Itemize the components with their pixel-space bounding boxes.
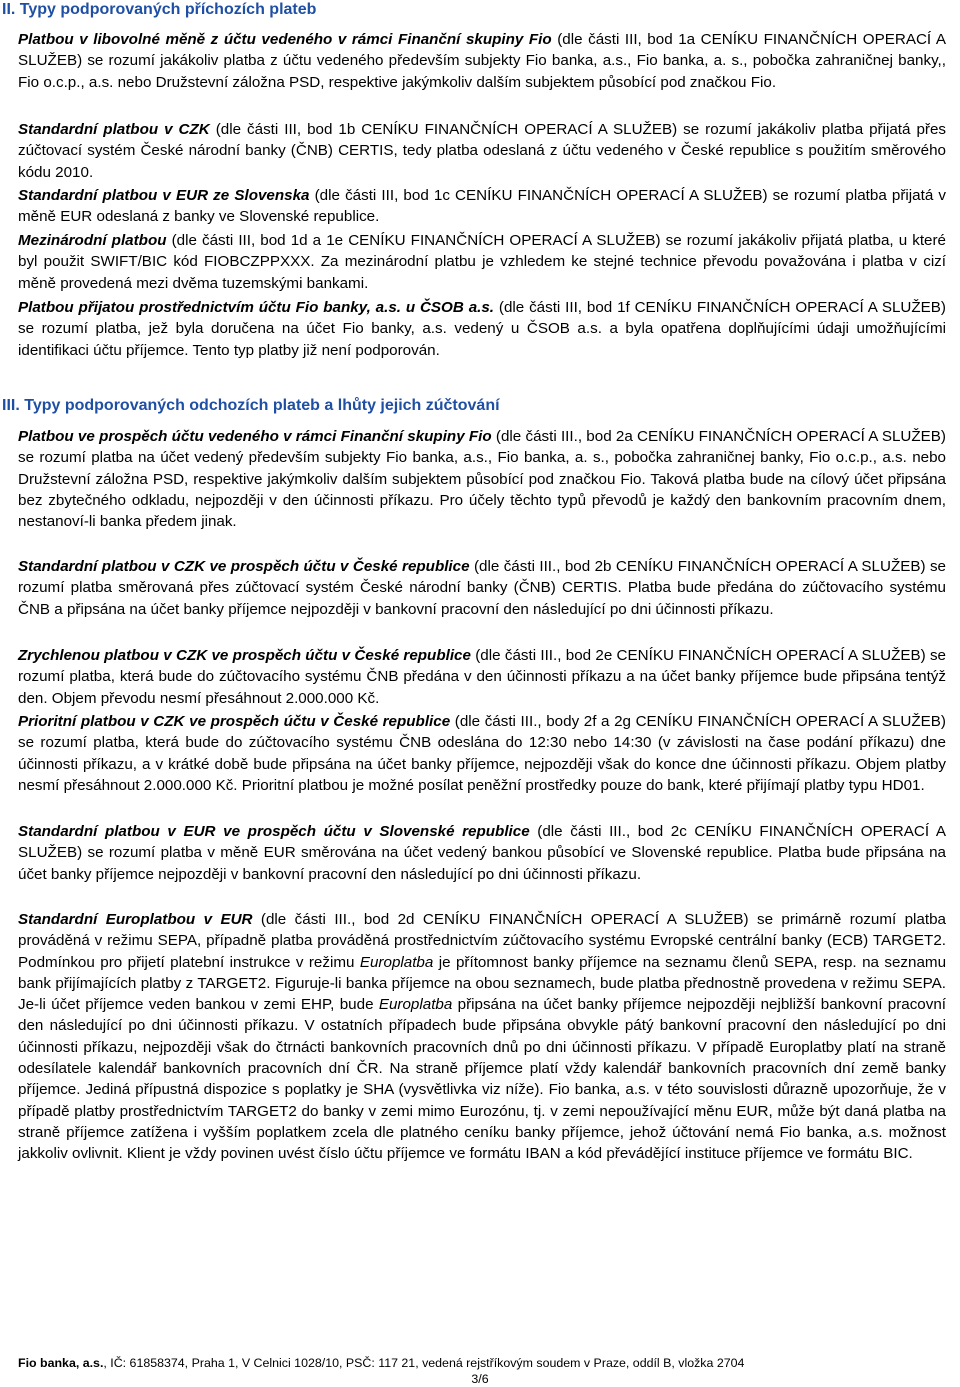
footer-details: , IČ: 61858374, Praha 1, V Celnici 1028/10, PSČ: 117 21, vedená rejstříkovým soudem v Praze, oddíl B, vložka 2704 — [103, 1356, 745, 1370]
definition: (dle části III, bod 1d a 1e CENÍKU FINANČNÍCH OPERACÍ A SLUŽEB) se rozumí jakákoliv přijatá platba, u které byl použit SWIFT/BIC kód FIOBCZPPXXX. Za mezinárodní platbu je vzhledem ke stejné technice převodu považována i platba v cizí měně provedená mezi dvěma tuzemskými bankami. — [18, 232, 946, 292]
paragraph-standard-eur-sk-incoming — [18, 185, 946, 228]
term: Standardní platbou v EUR ve prospěch účtu v Slovenské republice — [18, 823, 530, 840]
term: Prioritní platbou v CZK ve prospěch účtu v České republice — [18, 713, 451, 730]
definition: (dle části III., bod 2b CENÍKU FINANČNÍCH OPERACÍ A SLUŽEB) se rozumí platba směrovaná přes zúčtovací systém České národní banky (ČNB) CERTIS. Platba bude předána do zúčtovacího systému ČNB a připsána na účet banky příjemce nejpozději v bankovní pracovní den následující po dni účinnosti příkazu. — [18, 558, 947, 618]
paragraph-standard-czk-outgoing — [18, 556, 946, 620]
paragraph-accelerated-czk-outgoing — [18, 645, 946, 709]
term: Standardní Europlatbou v EUR — [18, 911, 253, 928]
definition: (dle části III, bod 1a CENÍKU FINANČNÍCH OPERACÍ A SLUŽEB) se rozumí jakákoliv platba z účtu vedeného především subjekty Fio banka, a.s., Fio banka, a. s., pobočka zahraničnej banky,, Fio o.c.p., a.s. nebo Družstevní záložna PSD, respektive jakýmkoliv dalším subjektem působící pod značkou Fio. — [18, 31, 946, 91]
definition: připsána na účet banky příjemce nejpozději nejbližší bankovní pracovní den následující po dni účinnosti příkazu. V ostatních případech bude připsána obvykle pátý bankovní pracovní den následující po dni účinnosti příkazu, nejpozději však do čtrnácti bankovních pracovních dnů po dni účinnosti příkazu. V případě Europlatby platí na straně odesílatele kalendář bankovních pracovních dní ČR. Na straně příjemce platí vždy kalendář bankovních pracovních dní země banky příjemce. Jediná přípustná dispozice s poplatky je SHA (vysvětlivka viz níže). Fio banka, a.s. v této souvislosti důrazně upozorňuje, že v případě platby prostřednictvím TARGET2 do banky v zemi mimo Eurozónu, tj. v zemi nepoužívající měnu EUR, může být daná platba na straně příjemce zatížena i vyšším poplatkem zcela dle platného ceníku banky příjemce, jehož účtování nemá Fio banka, a.s. možnost jakkoliv ovlivnit. Klient je vždy povinen uvést číslo účtu příjemce ve formátu IBAN a kód převádějící instituce příjemce ve formátu BIC. — [18, 996, 946, 1163]
definition: je přítomnost banky příjemce na seznamu členů SEPA, resp. na seznamu bank přijímajících platby z TARGET2. Figuruje-li banka příjemce na obou seznamech, bude platba přednostně provedena v režimu SEPA. Je-li účet příjemce veden bankou v zemi EHP, bude — [18, 953, 947, 1014]
paragraph-priority-czk-outgoing — [18, 711, 946, 796]
definition: (dle části III., bod 2c CENÍKU FINANČNÍCH OPERACÍ A SLUŽEB) se rozumí platba v měně EUR směrována na účet vedený bankou působící ve Slovenské republice. Platba bude připsána na účet banky příjemce nejpozději v bankovní pracovní den následující po dni účinnosti příkazu. — [18, 823, 946, 883]
paragraph-europayment-outgoing — [18, 909, 946, 1165]
definition: (dle části III., bod 2a CENÍKU FINANČNÍCH OPERACÍ A SLUŽEB) se rozumí platba na účet vedený především subjekty Fio banka, a.s., Fio banka, a. s., pobočka zahraničnej banky, Fio o.c.p., a.s. nebo Družstevní záložna PSD, respektive jakýmkoliv dalším subjektem působící pod značkou Fio. Taková platba bude na cílový účet připsána bez zbytečného odkladu, nejpozději v den účinnosti příkazu. Pro účely těchto typů převodů je každý den bankovním pracovním dnem, nestanoví-li banka předem jinak. — [18, 428, 946, 531]
term: Standardní platbou v CZK — [18, 121, 210, 138]
section-heading-incoming: II. Typy podporovaných příchozích plateb — [2, 1, 317, 18]
paragraph-standard-eur-sk-outgoing — [18, 821, 946, 885]
europlatba-term: Europlatba — [378, 996, 453, 1014]
page-number: 3/6 — [471, 1372, 489, 1386]
term: Platbou přijatou prostřednictvím účtu Fio banky, a.s. u ČSOB a.s. — [18, 299, 495, 316]
section-heading-outgoing: III. Typy podporovaných odchozích plateb a lhůty jejich zúčtování — [2, 397, 500, 414]
paragraph-csob-incoming — [18, 297, 946, 361]
definition: (dle části III., body 2f a 2g CENÍKU FINANČNÍCH OPERACÍ A SLUŽEB) se rozumí platba, která bude do zúčtovacího systému ČNB odeslána do 12:30 nebo 14:30 (v závislosti na čase podání příkazu) dne účinnosti příkazu, a v krátké době bude připsána na účet banky příjemce, nejpozději však do konce dne účinnosti příkazu. Objem platby nesmí přesáhnout 2.000.000 Kč. Prioritní platbou je možné posílat peněžní prostředky pouze do bank, které přijímají platby typu HD01. — [18, 713, 946, 794]
paragraph-standard-czk-incoming — [18, 119, 946, 183]
paragraph-fio-group-outgoing — [18, 426, 946, 532]
definition: (dle části III, bod 1f CENÍKU FINANČNÍCH OPERACÍ A SLUŽEB) se rozumí platba, jež byla doručena na účet Fio banky, a.s. vedený u ČSOB a.s. a byla opatřena doplňujícími údaji umožňujícími identifikaci účtu příjemce. Tento typ platby již není podporován. — [18, 299, 946, 359]
definition: (dle části III., bod 2d CENÍKU FINANČNÍCH OPERACÍ A SLUŽEB) se primárně rozumí platba prováděná v režimu SEPA, případně platba prováděná prostřednictvím zúčtovacího systému Evropské centrální banky (ECB) TARGET2. Podmínkou pro přijetí platební instrukce v režimu — [18, 911, 946, 971]
europlatba-term: Europlatba — [359, 953, 434, 971]
definition: (dle části III., bod 2e CENÍKU FINANČNÍCH OPERACÍ A SLUŽEB) se rozumí platba, která bude do zúčtovacího systému ČNB předána v den účinnosti příkazu a na účet banky příjemce bude připsána tentýž den. Objem převodu nesmí přesáhnout 2.000.000 Kč. — [18, 647, 947, 707]
paragraph-fio-group-incoming — [18, 29, 946, 93]
footer-company-info — [18, 1355, 942, 1371]
term: Platbou ve prospěch účtu vedeného v rámci Finanční skupiny Fio — [18, 428, 492, 445]
term: Standardní platbou v EUR ze Slovenska — [18, 187, 310, 204]
term: Zrychlenou platbou v CZK ve prospěch účtu v České republice — [18, 647, 471, 664]
definition: (dle části III, bod 1c CENÍKU FINANČNÍCH OPERACÍ A SLUŽEB) se rozumí platba přijatá v měně EUR odeslaná z banky ve Slovenské republice. — [18, 187, 946, 226]
definition: (dle části III, bod 1b CENÍKU FINANČNÍCH OPERACÍ A SLUŽEB) se rozumí jakákoliv platba přijatá přes zúčtovací systém České národní banky (ČNB) CERTIS, tedy platba odeslaná z účtu vedeného v České republice s použitím směrového kódu 2010. — [18, 121, 946, 181]
paragraph-international-incoming — [18, 230, 946, 294]
term: Standardní platbou v CZK ve prospěch účtu v České republice — [18, 558, 470, 575]
term: Platbou v libovolné měně z účtu vedeného v rámci Finanční skupiny Fio — [18, 31, 552, 48]
footer-company-name: Fio banka, a.s. — [18, 1356, 104, 1370]
term: Mezinárodní platbou — [18, 232, 167, 249]
